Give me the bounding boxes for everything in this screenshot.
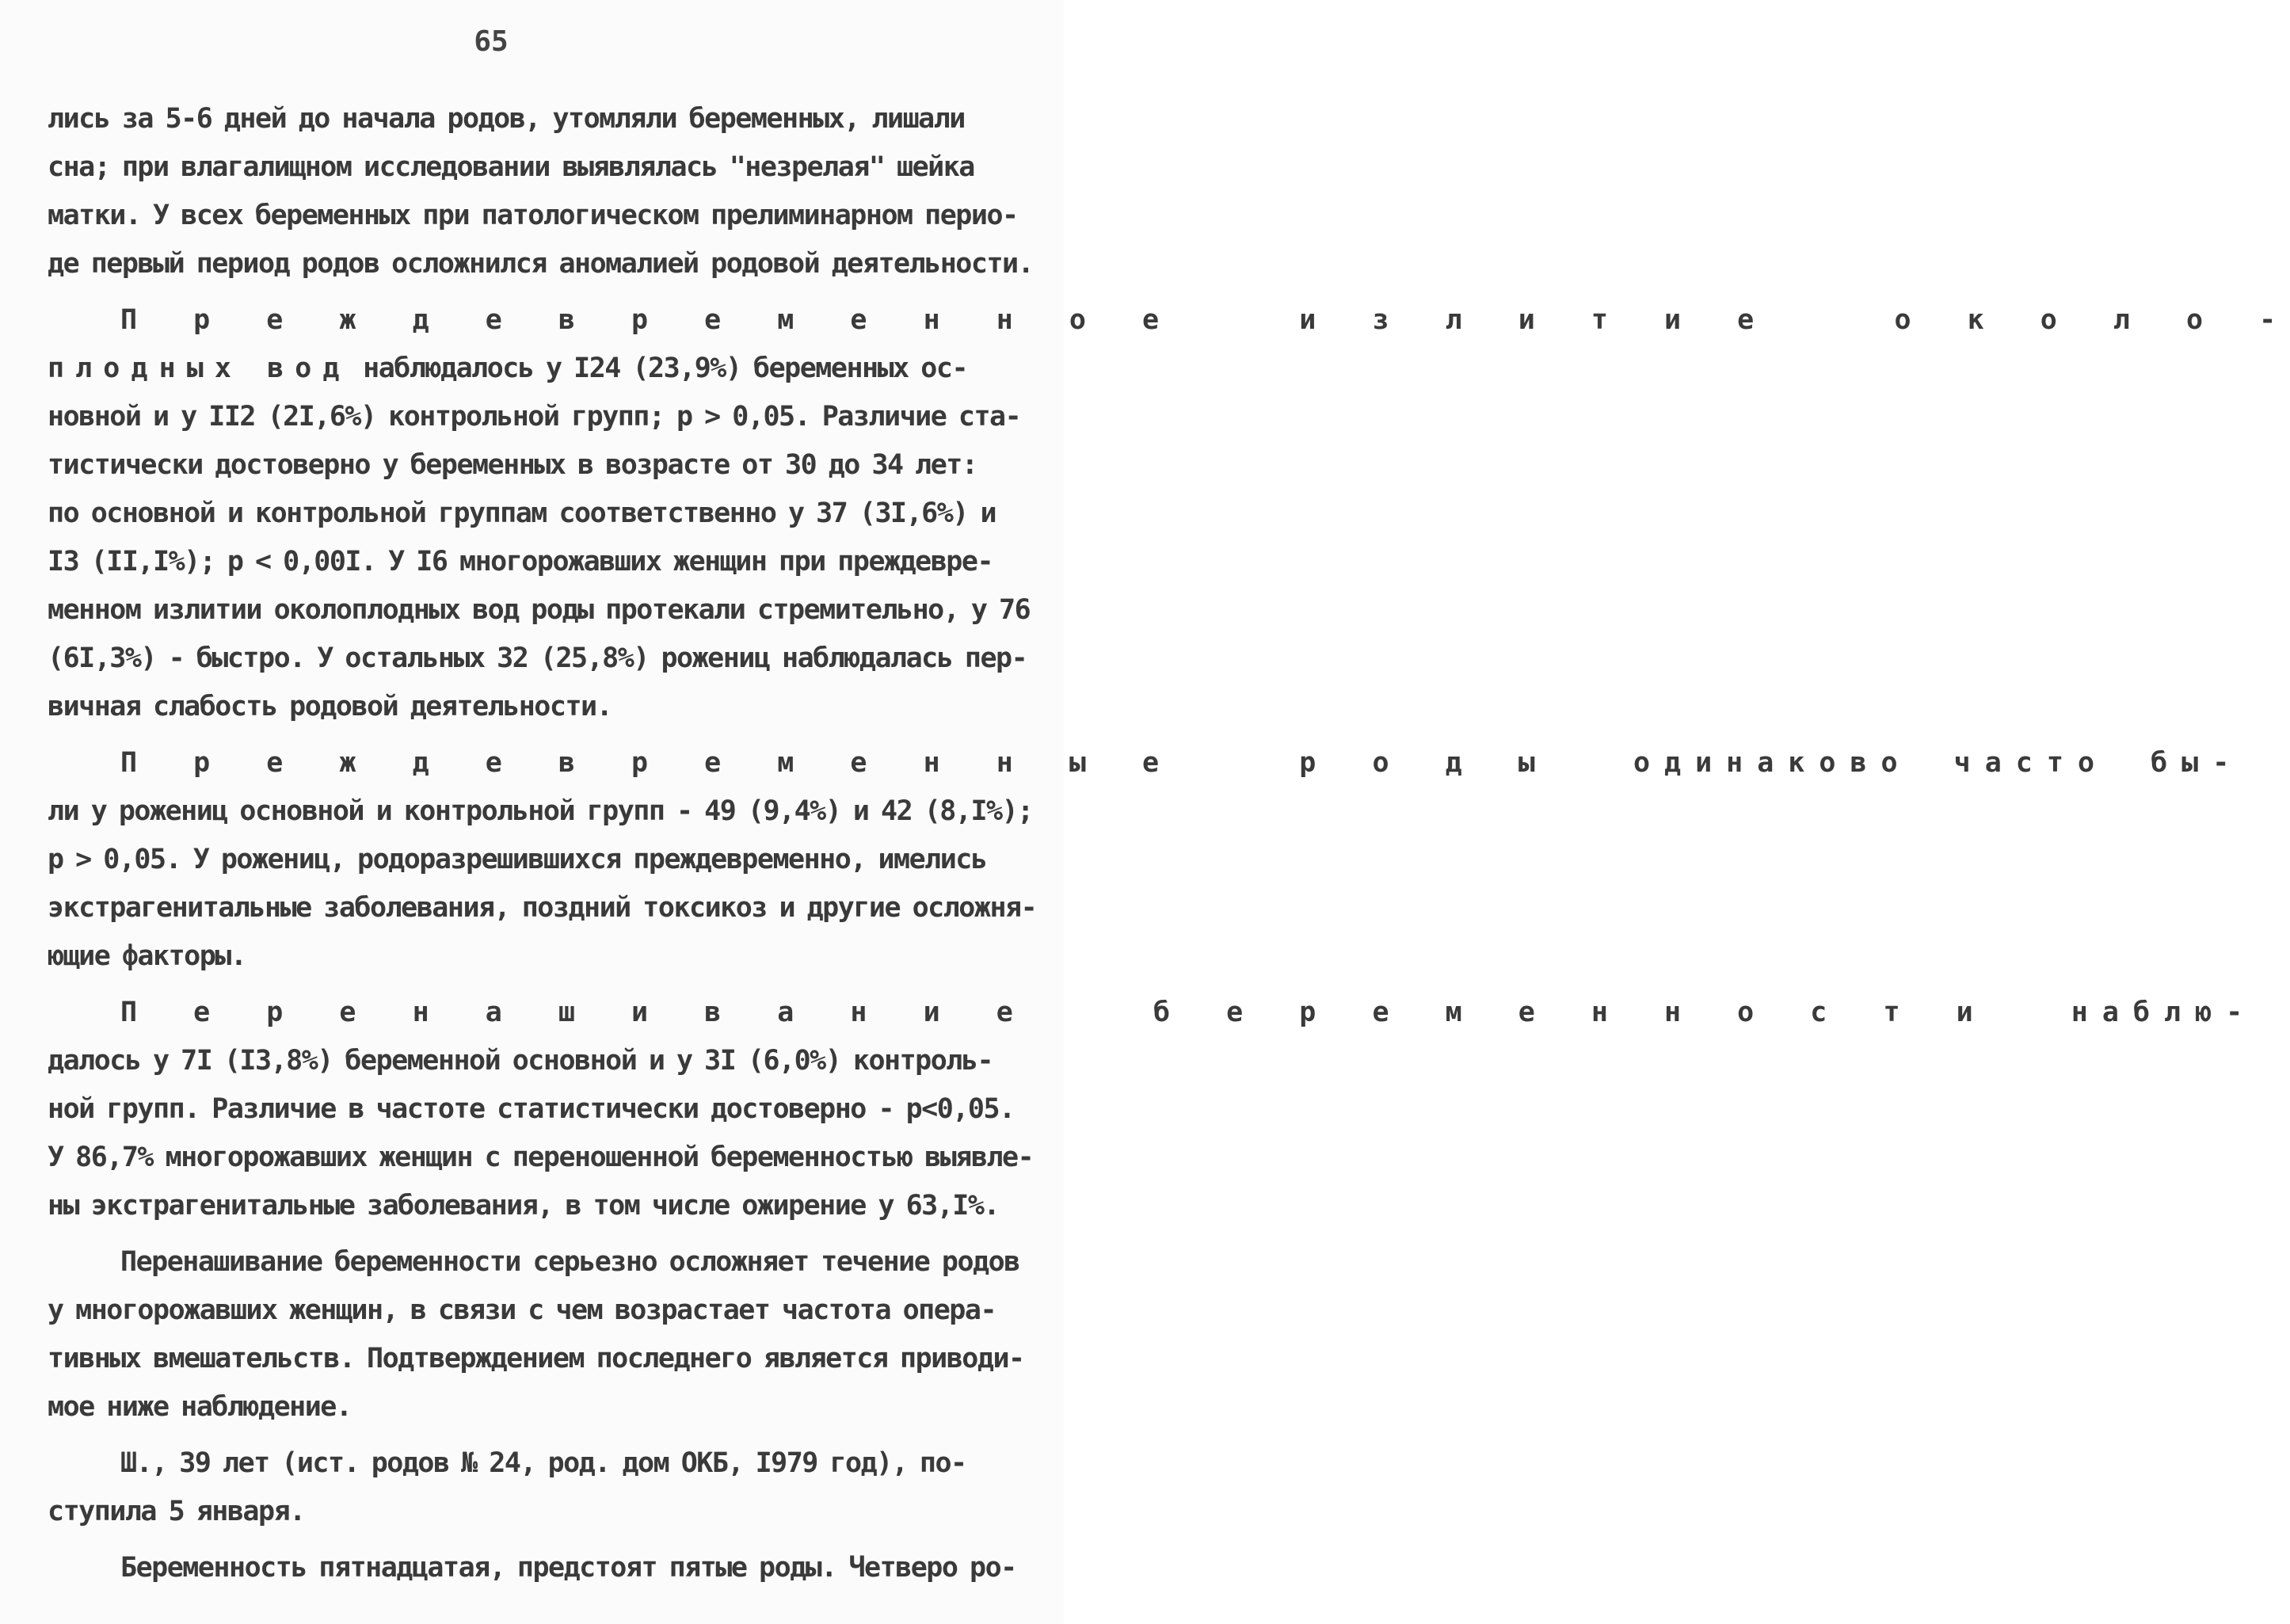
text-line: лись за 5-6 дней до начала родов, утомляли беременных, лишали: [48, 103, 965, 135]
text-line: п л о д н ы х в о д наблюдалось у I24 (23,9%) беременных ос-: [48, 353, 968, 384]
text-line: ной групп. Различие в частоте статистически достоверно - р<0,05.: [48, 1093, 1015, 1125]
text-line: экстрагенитальные заболевания, поздний токсикоз и другие осложня-: [48, 892, 1037, 924]
paragraph-start: Беременность пятнадцатая, предстоят пятые роды. Четверо ро-: [120, 1552, 1016, 1584]
text-line: (6I,3%) - быстро. У остальных 32 (25,8%) рожениц наблюдалась пер-: [48, 642, 1027, 674]
section-heading-post-term: П е р е н а ш и в а н и е б е р е м е н н о с т и наблю-: [120, 997, 2258, 1028]
case-record-start: Ш., 39 лет (ист. родов № 24, род. дом ОКБ, I979 год), по-: [120, 1447, 966, 1479]
text-line: новной и у II2 (2I,6%) контрольной групп; р > 0,05. Различие ста-: [48, 401, 1021, 433]
text-line: матки. У всех беременных при патологическом прелиминарном перио-: [48, 200, 1018, 231]
text-line: I3 (II,I%); р < 0,00I. У I6 многорожавших женщин при преждевре-: [48, 546, 993, 578]
text-line: ступила 5 января.: [48, 1496, 305, 1527]
body-text: [48, 95, 2290, 1592]
section-heading-premature-rupture: П р е ж д е в р е м е н н о е и з л и т и е о к о л о -: [120, 304, 2290, 336]
section-heading-premature-birth: П р е ж д е в р е м е н н ы е р о д ы одинаково часто бы-: [120, 747, 2244, 779]
text-line: ли у рожениц основной и контрольной групп - 49 (9,4%) и 42 (8,I%);: [48, 795, 1033, 827]
text-line: тистически достоверно у беременных в возрасте от 30 до 34 лет:: [48, 449, 977, 481]
text-line: мое ниже наблюдение.: [48, 1391, 352, 1423]
text-line: тивных вмешательств. Подтверждением последнего является приводи-: [48, 1343, 1024, 1374]
paragraph-start: Перенашивание беременности серьезно осложняет течение родов: [120, 1246, 1019, 1278]
text-line: р > 0,05. У рожениц, родоразрешившихся преждевременно, имелись: [48, 844, 987, 875]
text-line: ны экстрагенитальные заболевания, в том числе ожирение у 63,I%.: [48, 1190, 1000, 1222]
text-line: далось у 7I (I3,8%) беременной основной и у 3I (6,0%) контроль-: [48, 1045, 993, 1077]
text-line: сна; при влагалищном исследовании выявлялась "незрелая" шейка: [48, 151, 974, 183]
text-line: у многорожавших женщин, в связи с чем возрастает частота опера-: [48, 1294, 996, 1326]
text-line: по основной и контрольной группам соответственно у 37 (3I,6%) и: [48, 497, 996, 529]
text-line: менном излитии околоплодных вод роды протекали стремительно, у 76: [48, 594, 1031, 626]
text-line: де первый период родов осложнился аномалией родовой деятельности.: [48, 248, 1034, 280]
text-line: вичная слабость родовой деятельности.: [48, 691, 612, 722]
text-line: ющие факторы.: [48, 940, 246, 972]
text-line: У 86,7% многорожавших женщин с переношенной беременностью выявле-: [48, 1142, 1034, 1173]
page-number: 65: [474, 25, 509, 58]
